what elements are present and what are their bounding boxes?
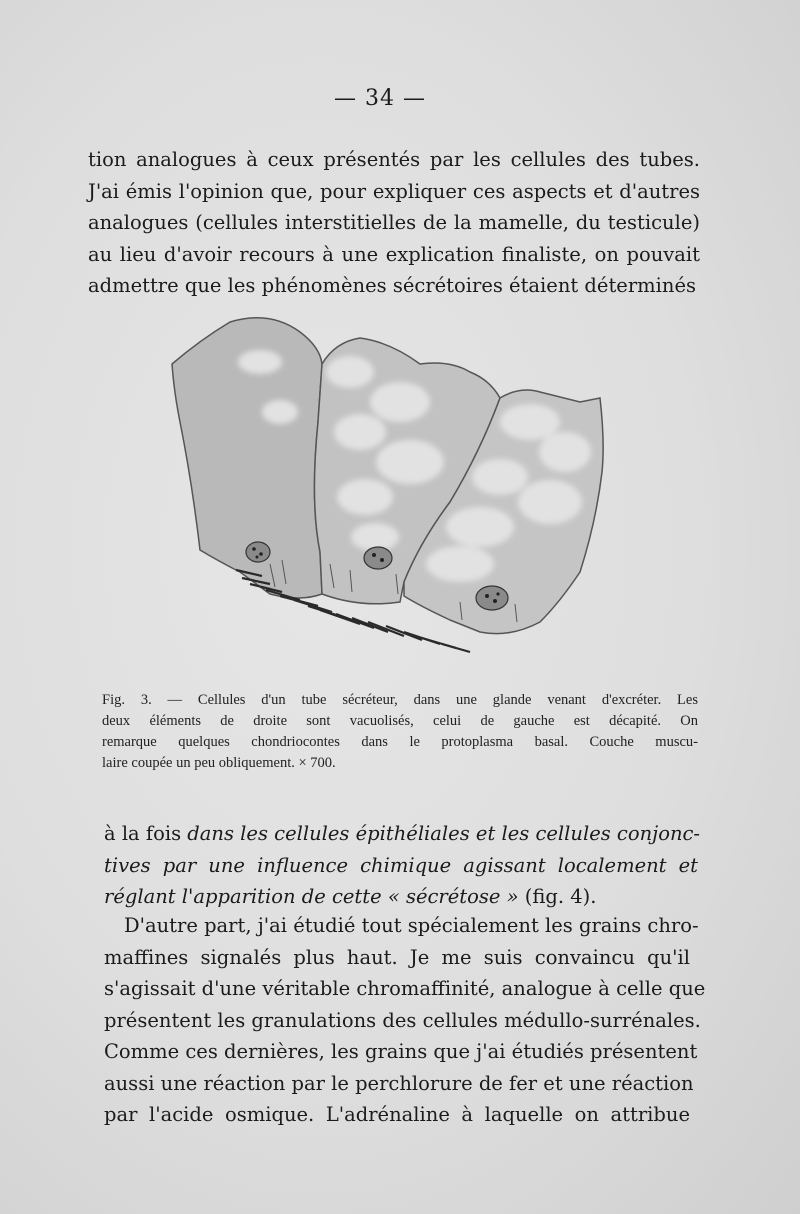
text-line: aussi une réaction par le perchlorure de fer et une réaction [104, 1071, 694, 1095]
caption-line: laire coupée un peu obliquement. × 700. [102, 755, 336, 771]
text-line: Comme ces dernières, les grains que j'ai étudiés présentent [104, 1040, 698, 1063]
text-line: au lieu d'avoir recours à une explication finaliste, on pouvait [88, 242, 700, 266]
text-line: J'ai émis l'opinion que, pour expliquer ces aspects et d'autres [88, 179, 700, 203]
caption-line: Fig. 3. — Cellules d'un tube sécréteur, dans une glande venant d'excréter. Les [102, 692, 698, 708]
plain-text: à la fois [104, 822, 188, 845]
italic-text: réglant l'apparition de cette « sécrétose » [104, 885, 519, 908]
italic-text: tives par une influence chimique agissant localement et [104, 853, 698, 877]
text-line: D'autre part, j'ai étudié tout spécialement les grains chro- [124, 914, 699, 937]
caption-line: deux éléments de droite sont vacuolisés, celui de gauche est décapité. On [102, 713, 698, 729]
text-line: s'agissait d'une véritable chromaffinité, analogue à celle que [104, 977, 706, 1000]
text-line [104, 881, 698, 913]
paragraph-1 [88, 144, 700, 302]
text-line [104, 818, 701, 850]
italic-text: dans les cellules épithéliales et les cellules conjonc- [187, 822, 701, 845]
text-line: maffines signalés plus haut. Je me suis convaincu qu'il [104, 945, 690, 969]
histology-figure [160, 302, 620, 672]
text-line: tion analogues à ceux présentés par les cellules des tubes. [88, 148, 700, 171]
text-line: présentent les granulations des cellules médullo-surrénales. [104, 1008, 701, 1032]
text-line [104, 850, 698, 882]
paragraph-2 [104, 818, 701, 913]
paragraph-3 [104, 910, 706, 1131]
text-line: admettre que les phénomènes sécrétoires étaient déterminés [88, 274, 696, 297]
figure-caption [102, 690, 698, 774]
text-line: analogues (cellules interstitielles de la mamelle, du testicule) [88, 211, 700, 234]
plain-text: (fig. 4). [518, 885, 597, 908]
text-line: par l'acide osmique. L'adrénaline à laquelle on attribue [104, 1103, 690, 1126]
caption-line: remarque quelques chondriocontes dans le protoplasma basal. Couche muscu- [102, 734, 698, 750]
page-number: — 34 — [334, 86, 426, 111]
